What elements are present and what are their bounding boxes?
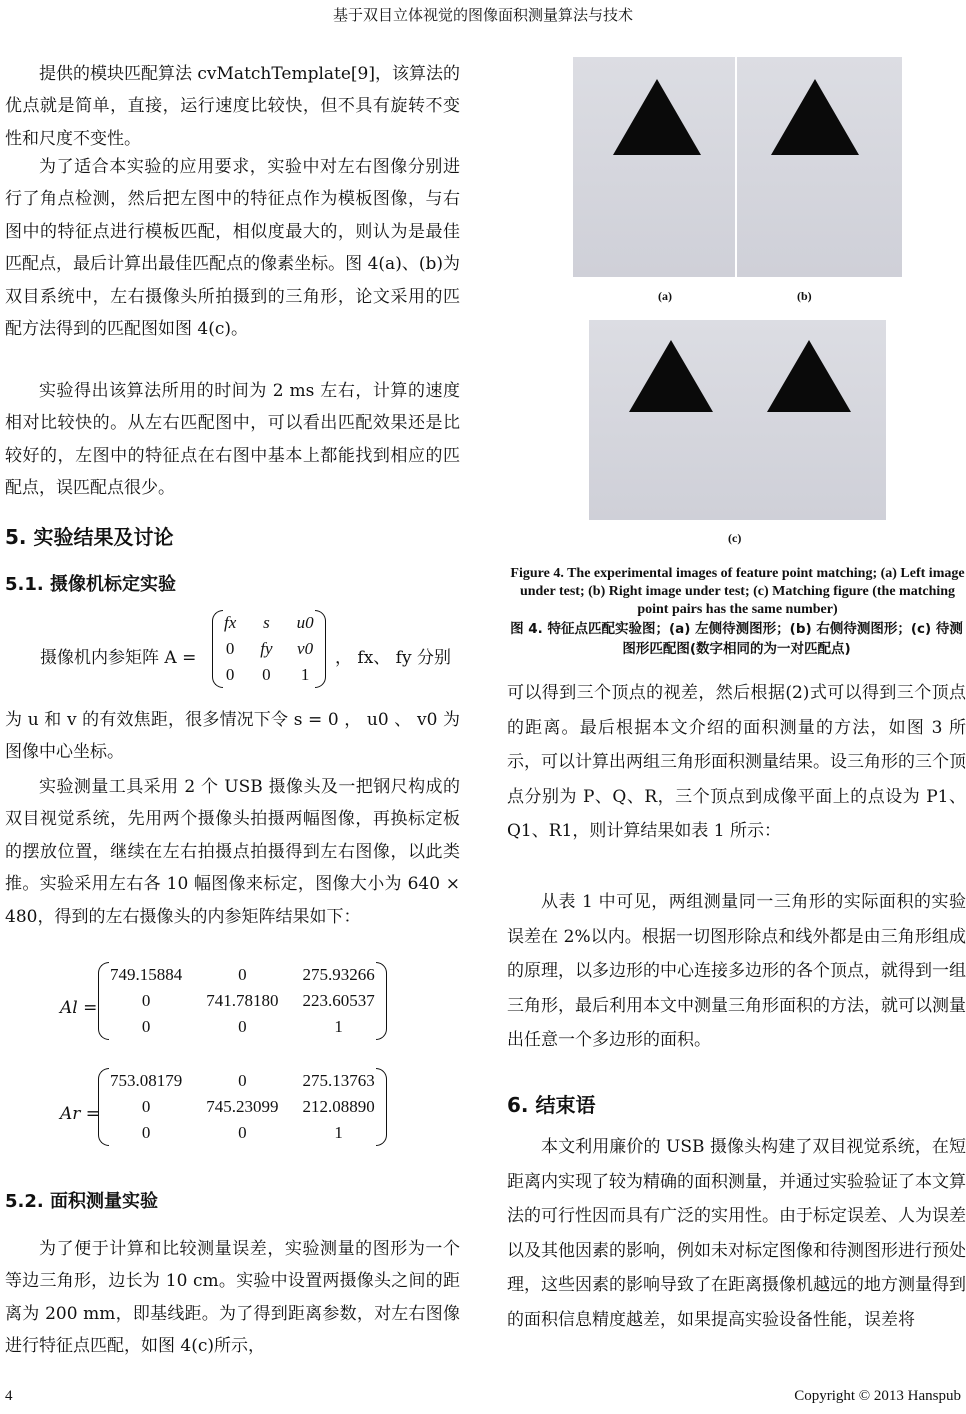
paragraph: 从表 1 中可见，两组测量同一三角形的实际面积的实验误差在 2%以内。根据一切图形除点和线外都是由三角形组成的原理，以多边形的中心连接多边形的各个顶点，就得到一组三角形，最后利用本文中测量三角形面积的方法，就可以测量出任意一个多边形的面积。 bbox=[507, 892, 966, 1051]
matrix-cell: 275.13763 bbox=[302, 1071, 375, 1090]
matrix-cell: 0 bbox=[238, 1123, 247, 1142]
figure-4c-left-image bbox=[589, 320, 737, 520]
matrix-Al bbox=[98, 962, 387, 1040]
matrix-parenthesis bbox=[376, 1068, 387, 1146]
matrix-cell: 223.60537 bbox=[302, 991, 375, 1010]
paragraph: 提供的模块匹配算法 cvMatchTemplate[9]，该算法的优点就是简单，直接，运行速度比较快，但不具有旋转不变性和尺度不变性。 bbox=[5, 64, 460, 149]
figure-caption-en: Figure 4. The experimental images of feature point matching; (a) Left image under test; (b) Right image under test; (c) Matching figure (the matching point pairs has the same number) bbox=[510, 566, 965, 617]
matrix-cell: 1 bbox=[334, 1123, 343, 1142]
matrix-cell: fy bbox=[260, 639, 273, 658]
matrix-cell: 0 bbox=[141, 1123, 151, 1142]
matrix-cell: fx bbox=[224, 613, 237, 632]
matrix-cell: 275.93266 bbox=[302, 965, 375, 984]
figure-4c-right-image bbox=[737, 320, 886, 520]
matrix-cell: 0 bbox=[141, 1097, 151, 1116]
section-heading-5: 5. 实验结果及讨论 bbox=[5, 525, 174, 549]
matrix-A bbox=[212, 610, 326, 688]
matrix-parenthesis bbox=[212, 610, 223, 688]
figure-caption-zh: 图 4. 特征点匹配实验图；(a) 左侧待测图形；(b) 右侧待测图形；(c) 待测图形匹配图(数字相同的为一对匹配点) bbox=[510, 621, 963, 657]
triangle-shape bbox=[613, 79, 701, 155]
matrix-cell: 0 bbox=[238, 1071, 247, 1090]
matrix-cell: 1 bbox=[334, 1017, 343, 1036]
paragraph: 实验测量工具采用 2 个 USB 摄像头及一把钢尺构成的双目视觉系统，先用两个摄像头拍摄两幅图像，再换标定板的摆放位置，继续在左右拍摄点拍摄得到左右图像，以此类推。实验采用左右各 10 幅图像来标定，图像大小为 640 × 480，得到的左右摄像头的内参矩阵结果如下： bbox=[5, 777, 460, 927]
matrix-cell: v0 bbox=[297, 639, 314, 658]
triangle-shape bbox=[629, 340, 713, 412]
matrix-cell: u0 bbox=[296, 613, 314, 632]
matrix-parenthesis bbox=[315, 610, 326, 688]
matrix-cell: 0 bbox=[238, 1017, 247, 1036]
running-header: 基于双目立体视觉的图像面积测量算法与技术 bbox=[332, 6, 633, 24]
matrix-Al-label: Al = bbox=[60, 998, 98, 1018]
matrix-cell: 741.78180 bbox=[206, 991, 279, 1010]
figure-4b-image bbox=[737, 57, 902, 277]
intrinsic-suffix: ， fx、 fy 分别 bbox=[335, 648, 451, 668]
matrix-cell: 0 bbox=[141, 1017, 151, 1036]
figure-label-a: (a) bbox=[658, 289, 672, 303]
figure-label-b: (b) bbox=[797, 289, 812, 303]
triangle-shape bbox=[767, 340, 851, 412]
matrix-cell: 753.08179 bbox=[110, 1071, 183, 1090]
paragraph: 为了适合本实验的应用要求，实验中对左右图像分别进行了角点检测，然后把左图中的特征点作为模板图像，与右图中的特征点进行模板匹配，相似度最大的，则认为是最佳匹配点，最后计算出最佳匹配点的像素坐标。图 4(a)、(b)为双目系统中，左右摄像头所拍摄到的三角形，论文采用的匹配方法得到的匹配图如图 4(c)。 bbox=[5, 157, 460, 340]
matrix-parenthesis bbox=[376, 962, 387, 1040]
section-heading-5-2: 5.2. 面积测量实验 bbox=[5, 1191, 158, 1212]
matrix-cell: 745.23099 bbox=[206, 1097, 279, 1116]
matrix-parenthesis bbox=[98, 962, 109, 1040]
matrix-cell: 749.15884 bbox=[110, 965, 183, 984]
matrix-cell: 0 bbox=[225, 639, 235, 658]
paragraph: 为了便于计算和比较测量误差，实验测量的图形为一个等边三角形，边长为 10 cm。实验中设置两摄像头之间的距离为 200 mm，即基线距。为了得到距离参数，对左右图像进行特征点匹配，如图 4(c)所示， bbox=[5, 1239, 460, 1357]
matrix-cell: 0 bbox=[141, 991, 151, 1010]
section-heading-6: 6. 结束语 bbox=[507, 1093, 596, 1117]
paragraph: 实验得出该算法所用的时间为 2 ms 左右，计算的速度相对比较快的。从左右匹配图中，可以看出匹配效果还是比较好的，左图中的特征点在右图中基本上都能找到相应的匹配点，误匹配点很少。 bbox=[5, 381, 460, 499]
copyright: Copyright © 2013 Hanspub bbox=[794, 1388, 961, 1404]
matrix-cell: 0 bbox=[238, 965, 247, 984]
matrix-Ar bbox=[98, 1068, 387, 1146]
matrix-cell: s bbox=[263, 613, 270, 632]
triangle-shape bbox=[771, 79, 859, 155]
matrix-cell: 212.08890 bbox=[302, 1097, 375, 1116]
paragraph: 可以得到三个顶点的视差，然后根据(2)式可以得到三个顶点的距离。最后根据本文介绍的面积测量的方法，如图 3 所示，可以计算出两组三角形面积测量结果。设三角形的三个顶点分别为 P、Q、R，三个顶点到成像平面上的点设为 P1、Q1、R1，则计算结果如表 1 所示： bbox=[507, 683, 966, 842]
section-heading-5-1: 5.1. 摄像机标定实验 bbox=[5, 574, 176, 595]
figure-label-c: (c) bbox=[728, 531, 742, 545]
figure-4a-image bbox=[573, 57, 735, 277]
matrix-Ar-label: Ar = bbox=[60, 1104, 101, 1124]
matrix-parenthesis bbox=[98, 1068, 109, 1146]
page-number: 4 bbox=[5, 1388, 13, 1404]
matrix-cell: 0 bbox=[262, 665, 271, 684]
matrix-cell: 0 bbox=[225, 665, 235, 684]
intrinsic-label: 摄像机内参矩阵 A = bbox=[40, 648, 197, 668]
paragraph: 本文利用廉价的 USB 摄像头构建了双目视觉系统，在短距离内实现了较为精确的面积测量，并通过实验验证了本文算法的可行性因而具有广泛的实用性。由于标定误差、人为误差以及其他因素的影响，例如未对标定图像和待测图形进行预处理，这些因素的影响导致了在距离摄像机越远的地方测量得到的面积信息精度越差，如果提高实验设备性能，误差将 bbox=[507, 1137, 966, 1330]
matrix-cell: 1 bbox=[300, 665, 310, 684]
paragraph: 为 u 和 v 的有效焦距，很多情况下令 s = 0 ， u0 、 v0 为图像中心坐标。 bbox=[5, 710, 460, 763]
